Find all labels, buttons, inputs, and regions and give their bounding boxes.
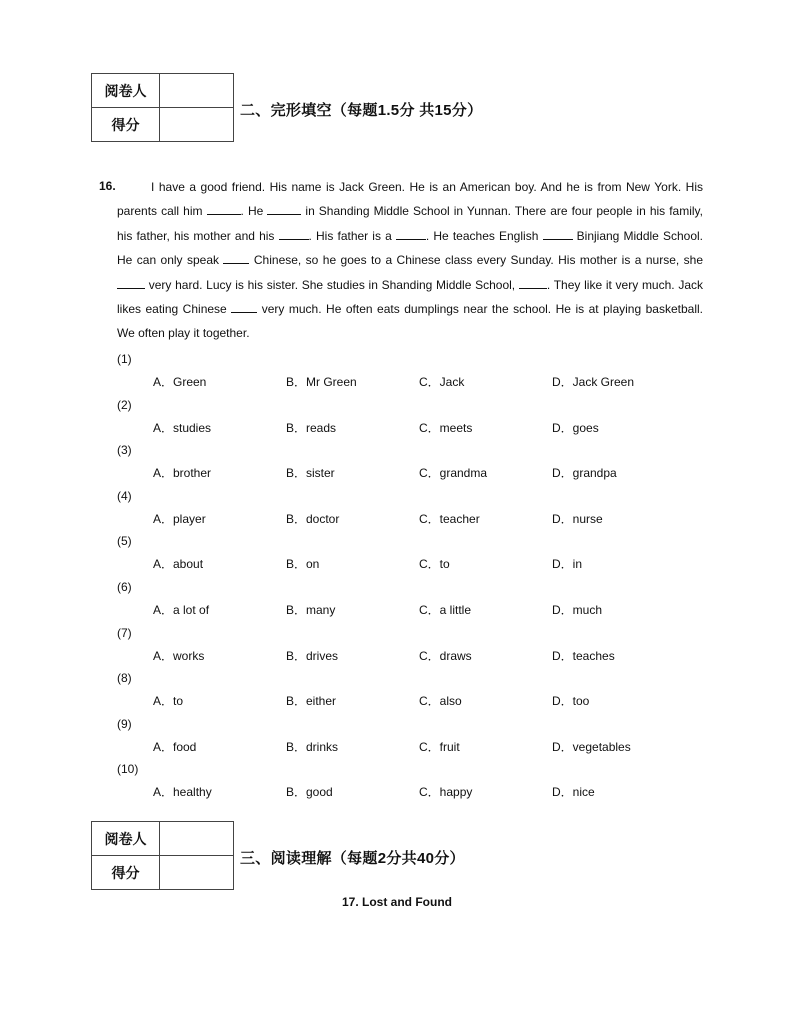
option-a[interactable]: A．Green bbox=[153, 375, 207, 389]
question-item bbox=[117, 667, 717, 713]
passage-segment: very much. He often eats dumplings near the school. He is at playing basketball. We often play it together. bbox=[117, 302, 704, 341]
option-row bbox=[117, 599, 717, 622]
option-row bbox=[117, 553, 717, 576]
option-c[interactable]: C．also bbox=[419, 694, 462, 709]
blank-7 bbox=[117, 277, 145, 289]
option-d[interactable]: D．too bbox=[552, 694, 590, 709]
option-b[interactable]: B．many bbox=[286, 602, 336, 617]
option-a[interactable]: A．studies bbox=[153, 420, 212, 435]
option-b[interactable]: B．Mr Green bbox=[286, 375, 357, 389]
passage-segment: . He teaches English bbox=[425, 228, 543, 243]
item-number: (9) bbox=[117, 716, 132, 731]
question-item bbox=[117, 530, 717, 576]
blank-8 bbox=[519, 277, 547, 289]
option-d[interactable]: D．goes bbox=[552, 420, 599, 435]
option-c[interactable]: C．Jack bbox=[419, 375, 465, 389]
item-number: (7) bbox=[117, 625, 132, 640]
option-row bbox=[117, 508, 717, 531]
option-a[interactable]: A．food bbox=[153, 739, 197, 754]
blank-5 bbox=[543, 228, 573, 240]
option-a[interactable]: A．works bbox=[153, 648, 205, 663]
blank-3 bbox=[279, 228, 309, 240]
option-c[interactable]: C．a little bbox=[419, 602, 472, 617]
passage-segment: . His father is a bbox=[308, 228, 396, 243]
option-d[interactable]: D．in bbox=[552, 557, 583, 572]
question-item bbox=[117, 348, 717, 394]
option-b[interactable]: B．good bbox=[286, 785, 333, 800]
question-item bbox=[117, 439, 717, 485]
passage-segment: very hard. Lucy is his sister. She studies in Shanding Middle School, bbox=[145, 277, 519, 292]
cloze-passage bbox=[117, 175, 703, 346]
blank-1 bbox=[207, 203, 241, 215]
option-d[interactable]: D．much bbox=[552, 602, 603, 617]
question-item bbox=[117, 576, 717, 622]
option-a[interactable]: A．player bbox=[153, 511, 206, 526]
option-row bbox=[117, 736, 717, 759]
option-b[interactable]: B．on bbox=[286, 557, 320, 572]
question-number: 16. bbox=[99, 179, 116, 193]
blank-9 bbox=[231, 301, 257, 313]
score-cell bbox=[160, 856, 234, 890]
question-item bbox=[117, 713, 717, 759]
option-c[interactable]: C．to bbox=[419, 557, 450, 572]
option-b[interactable]: B．doctor bbox=[286, 511, 340, 526]
question-item bbox=[117, 758, 717, 804]
reviewer-cell bbox=[160, 74, 234, 108]
item-number: (1) bbox=[117, 352, 132, 366]
question-item bbox=[117, 485, 717, 531]
option-c[interactable]: C．meets bbox=[419, 420, 473, 435]
item-number: (3) bbox=[117, 443, 132, 458]
passage-segment: Chinese, so he goes to a Chinese class every Sunday. His mother is a nurse, she bbox=[249, 253, 703, 268]
option-row bbox=[117, 645, 717, 668]
option-row bbox=[117, 462, 717, 485]
blank-2 bbox=[267, 203, 301, 215]
option-c[interactable]: C．teacher bbox=[419, 511, 480, 526]
section-title-reading: 三、阅读理解（每题2分共40分） bbox=[240, 850, 465, 867]
question-item bbox=[117, 394, 717, 440]
option-row bbox=[117, 690, 717, 713]
item-number: (6) bbox=[117, 579, 132, 594]
option-a[interactable]: A．a lot of bbox=[153, 602, 210, 617]
option-c[interactable]: C．grandma bbox=[419, 466, 488, 481]
option-row bbox=[117, 417, 717, 440]
option-c[interactable]: C．draws bbox=[419, 648, 472, 663]
score-cell bbox=[160, 108, 234, 142]
option-d[interactable]: D．grandpa bbox=[552, 466, 617, 481]
score-table-section2 bbox=[91, 73, 234, 142]
blank-6 bbox=[223, 252, 249, 264]
score-table-section3 bbox=[91, 821, 234, 890]
option-b[interactable]: B．reads bbox=[286, 420, 337, 435]
score-label: 得分 bbox=[92, 856, 160, 890]
option-a[interactable]: A．to bbox=[153, 694, 184, 709]
option-d[interactable]: D．nice bbox=[552, 785, 595, 800]
option-b[interactable]: B．drives bbox=[286, 648, 339, 663]
option-d[interactable]: D．teaches bbox=[552, 648, 615, 663]
question-item bbox=[117, 622, 717, 668]
reviewer-label: 阅卷人 bbox=[92, 74, 160, 108]
option-c[interactable]: C．fruit bbox=[419, 739, 460, 754]
passage-segment: . They like it very much. Jack likes eating Chinese bbox=[117, 277, 704, 317]
item-number: (2) bbox=[117, 397, 132, 412]
item-number: (10) bbox=[117, 762, 139, 777]
option-d[interactable]: D．nurse bbox=[552, 511, 603, 526]
passage-segment: in Shanding Middle School in Yunnan. There are four people in his family, his father, his mother and his bbox=[117, 204, 704, 243]
score-label: 得分 bbox=[92, 108, 160, 142]
option-d[interactable]: D．vegetables bbox=[552, 739, 631, 754]
item-number: (8) bbox=[117, 671, 132, 686]
reviewer-label: 阅卷人 bbox=[92, 822, 160, 856]
item-number: (5) bbox=[117, 534, 132, 549]
passage-segment: Binjiang Middle School. He can only speak bbox=[117, 228, 703, 268]
passage-segment: I have a good friend. His name is Jack Green. He is an American boy. And he is from New York. His parents call him bbox=[117, 180, 703, 219]
option-row bbox=[117, 371, 717, 394]
option-a[interactable]: A．about bbox=[153, 557, 204, 572]
option-row bbox=[117, 781, 717, 804]
passage-segment: . He bbox=[240, 204, 268, 219]
option-b[interactable]: B．drinks bbox=[286, 739, 339, 754]
option-a[interactable]: A．healthy bbox=[153, 785, 212, 800]
passage-title: 17. Lost and Found bbox=[342, 895, 452, 909]
section-title-cloze: 二、完形填空（每题1.5分 共15分） bbox=[240, 102, 483, 119]
reviewer-cell bbox=[160, 822, 234, 856]
option-c[interactable]: C．happy bbox=[419, 785, 473, 800]
option-b[interactable]: B．sister bbox=[286, 466, 335, 481]
blank-4 bbox=[396, 228, 426, 240]
option-a[interactable]: A．brother bbox=[153, 466, 212, 481]
question-items bbox=[117, 348, 717, 804]
item-number: (4) bbox=[117, 488, 132, 503]
option-d[interactable]: D．Jack Green bbox=[552, 375, 635, 389]
option-b[interactable]: B．either bbox=[286, 694, 337, 709]
